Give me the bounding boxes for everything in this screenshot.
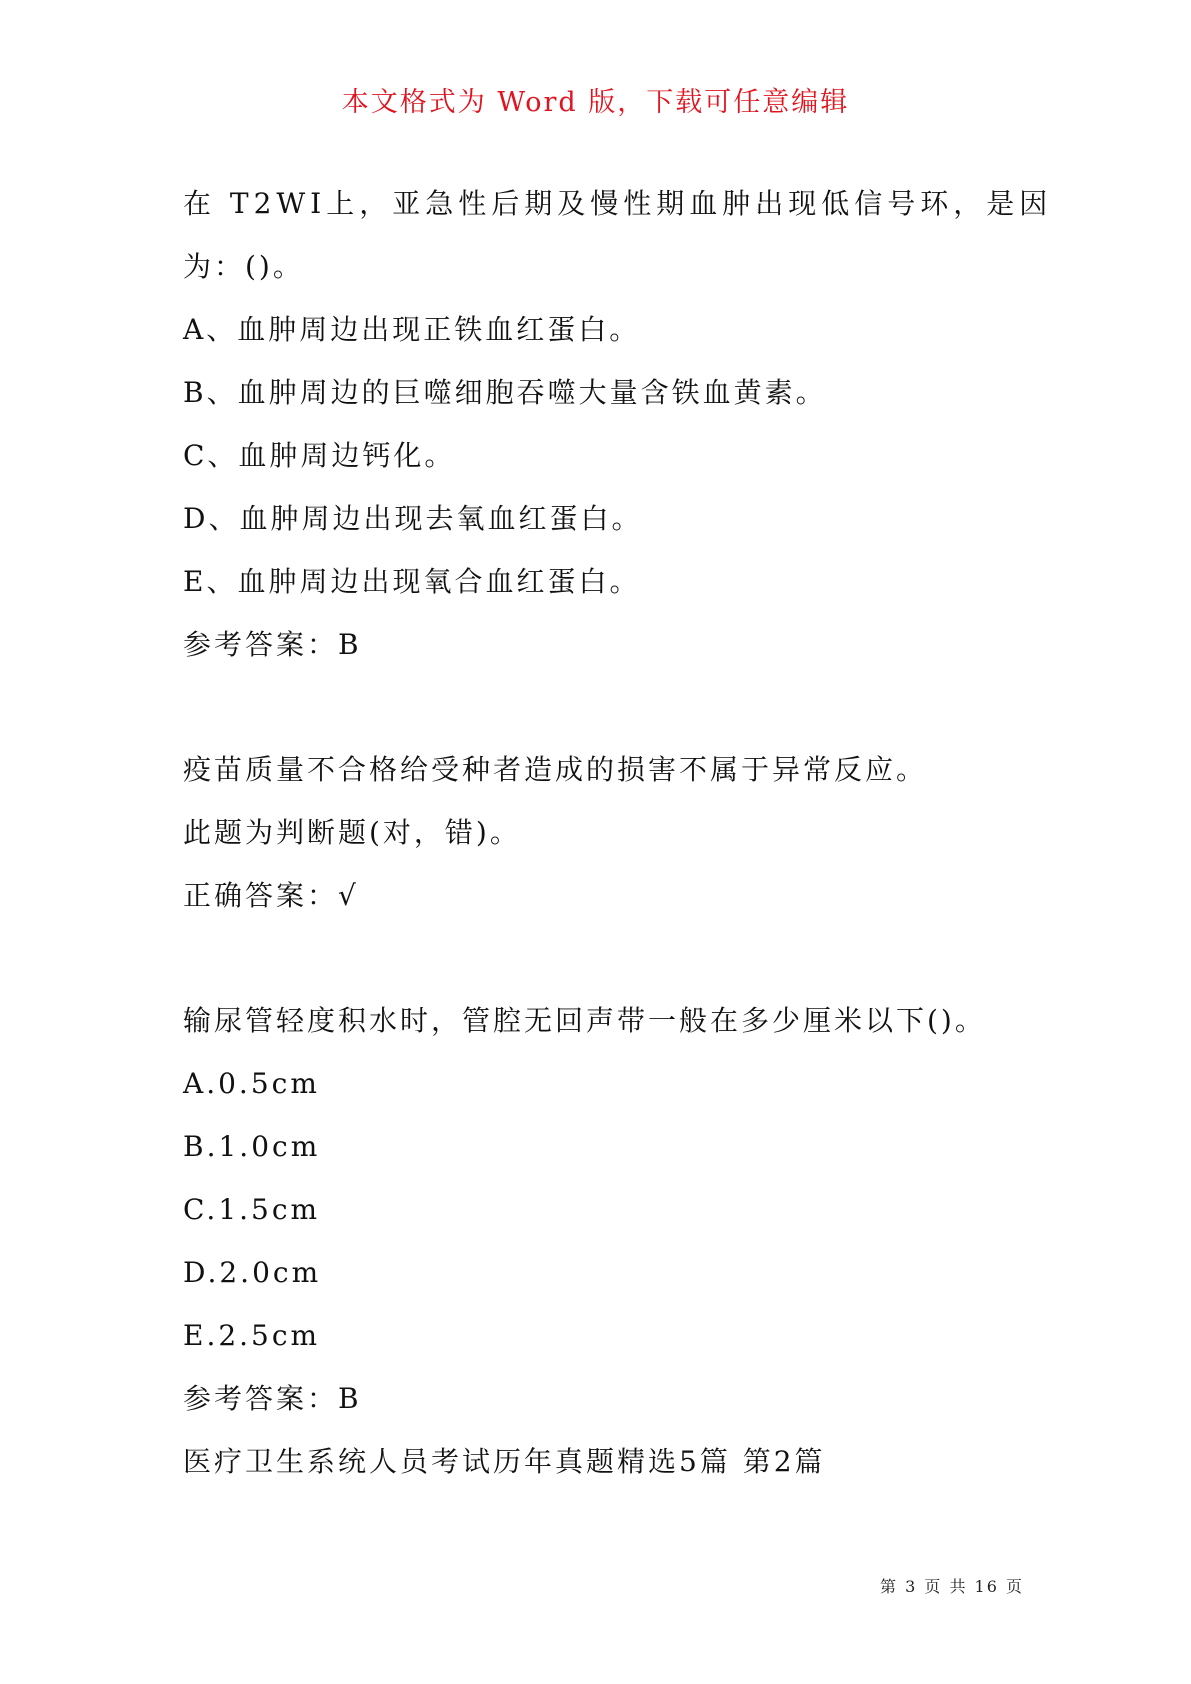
question-1 (183, 172, 1053, 676)
spacer (183, 927, 1023, 989)
option-e: E.2.5cm (183, 1319, 321, 1352)
option-c: C.1.5cm (183, 1193, 321, 1226)
spacer (183, 676, 1023, 738)
section-title: 医疗卫生系统人员考试历年真题精选5篇 第2篇 (183, 1445, 826, 1478)
option-d: D.2.0cm (183, 1256, 322, 1289)
question-type-note: 此题为判断题(对，错)。 (183, 816, 521, 849)
question-2 (183, 738, 1023, 927)
document-body (183, 172, 1053, 1493)
option-b: B、血肿周边的巨噬细胞吞噬大量含铁血黄素。 (183, 376, 827, 409)
question-stem: 疫苗质量不合格给受种者造成的损害不属于异常反应。 (183, 753, 928, 786)
option-e: E、血肿周边出现氧合血红蛋白。 (183, 565, 641, 598)
page-number: 第 3 页 共 16 页 (880, 1577, 1024, 1596)
answer: 正确答案：√ (183, 879, 359, 912)
option-c: C、血肿周边钙化。 (183, 439, 456, 472)
question-stem: 输尿管轻度积水时，管腔无回声带一般在多少厘米以下()。 (183, 1004, 986, 1037)
option-a: A.0.5cm (183, 1067, 320, 1100)
option-d: D、血肿周边出现去氧血红蛋白。 (183, 502, 643, 535)
question-stem: 在 T2WI上，亚急性后期及慢性期血肿出现低信号环，是因 (183, 187, 1053, 220)
answer: 参考答案：B (183, 1382, 362, 1415)
question-3 (183, 989, 1023, 1430)
question-stem-continued: 为：()。 (183, 250, 304, 283)
option-b: B.1.0cm (183, 1130, 321, 1163)
option-a: A、血肿周边出现正铁血红蛋白。 (183, 313, 641, 346)
answer: 参考答案：B (183, 628, 362, 661)
document-header: 本文格式为 Word 版，下载可任意编辑 (341, 87, 850, 118)
